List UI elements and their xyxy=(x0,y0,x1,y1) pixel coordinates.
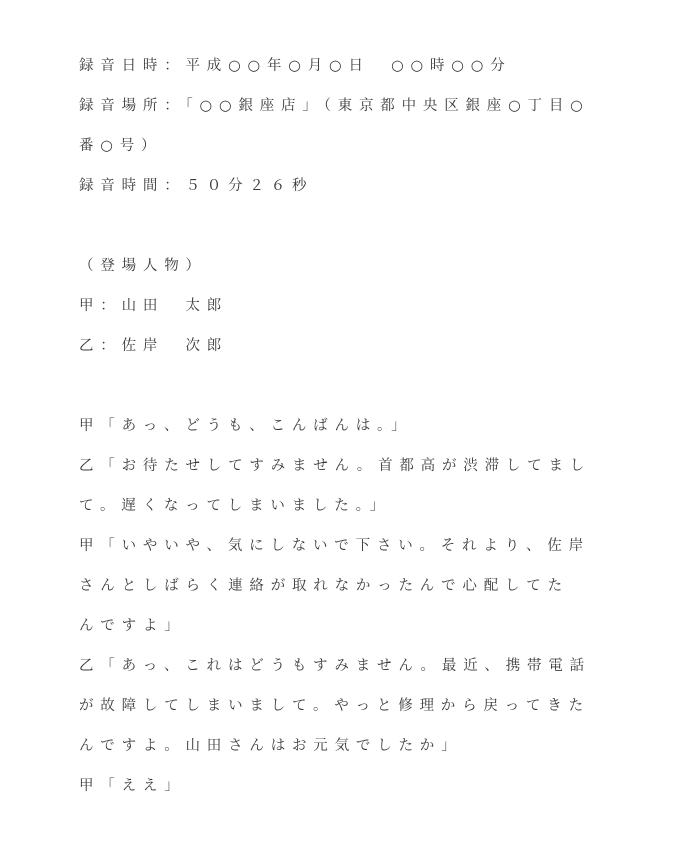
character-person-a: 甲：山田 太郎 xyxy=(79,298,229,314)
characters-heading: （登場人物） xyxy=(79,258,207,274)
recording-datetime: 録音日時：平成○○年○月○日 ○○時○○分 xyxy=(79,58,512,74)
transcript-line: さんとしばらく連絡が取れなかったんで心配してた xyxy=(79,578,569,594)
transcript-line: 甲「あっ、どうも、こんばんは。」 xyxy=(79,418,413,434)
transcript-line: が故障してしまいまして。やっと修理から戻ってきた xyxy=(79,698,590,714)
character-person-b: 乙：佐岸 次郎 xyxy=(79,338,229,354)
transcript-line: て。遅くなってしまいました。」 xyxy=(79,498,391,514)
transcript-line: 乙「お待たせしてすみません。首都高が渋滞してまし xyxy=(79,458,592,474)
transcript-line: 甲「いやいや、気にしないで下さい。それより、佐岸 xyxy=(79,538,590,554)
transcript-line: 甲「ええ」 xyxy=(79,778,186,794)
transcript-line: 乙「あっ、これはどうもすみません。最近、携帯電話 xyxy=(79,658,591,674)
recording-place-line-2: 番○号） xyxy=(79,138,163,154)
transcript-line: んですよ」 xyxy=(79,618,186,634)
recording-duration: 録音時間：５０分２６秒 xyxy=(79,178,314,194)
transcript-line: んですよ。山田さんはお元気でしたか」 xyxy=(79,738,463,754)
recording-place-line-1: 録音場所：「○○銀座店」（東京都中央区銀座○丁目○ xyxy=(79,98,590,114)
